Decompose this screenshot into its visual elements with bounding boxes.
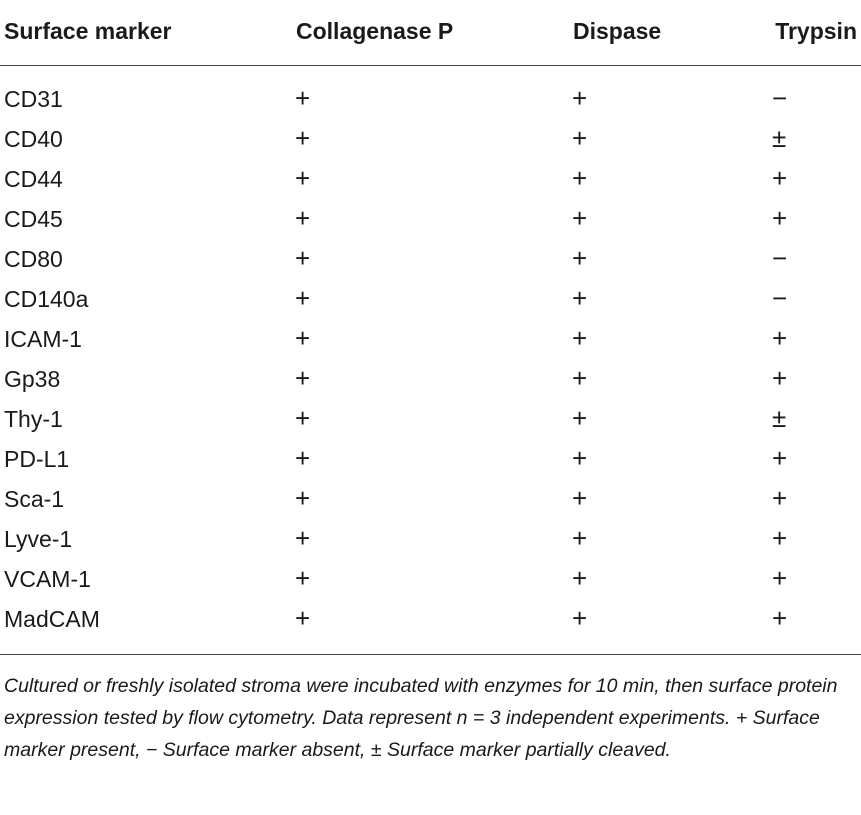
header-trypsin: Trypsin	[775, 18, 857, 44]
cell-dispase: +	[572, 563, 588, 593]
cell-trypsin: ±	[772, 403, 787, 433]
cell-marker: MadCAM	[4, 606, 100, 632]
table-row	[0, 562, 861, 602]
cell-collagenase-p: +	[295, 563, 311, 593]
cell-dispase: +	[572, 243, 588, 273]
cell-trypsin: +	[772, 363, 788, 393]
cell-marker: CD140a	[4, 286, 89, 312]
table-row	[0, 82, 861, 122]
table-body	[0, 82, 861, 642]
table-row	[0, 482, 861, 522]
table-row	[0, 402, 861, 442]
cell-marker: Sca-1	[4, 486, 65, 512]
cell-marker: Lyve-1	[4, 526, 73, 552]
cell-collagenase-p: +	[295, 203, 311, 233]
header-dispase: Dispase	[573, 18, 662, 44]
cell-trypsin: −	[772, 283, 788, 313]
cell-dispase: +	[572, 283, 588, 313]
cell-marker: CD40	[4, 126, 63, 152]
header-collagenase-p: Collagenase P	[296, 18, 454, 44]
cell-collagenase-p: +	[295, 83, 311, 113]
cell-collagenase-p: +	[295, 163, 311, 193]
cell-marker: VCAM-1	[4, 566, 91, 592]
table-row	[0, 602, 861, 642]
table-row	[0, 282, 861, 322]
cell-marker: CD44	[4, 166, 63, 192]
cell-trypsin: +	[772, 563, 788, 593]
cell-dispase: +	[572, 523, 588, 553]
cell-trypsin: +	[772, 323, 788, 353]
cell-trypsin: +	[772, 203, 788, 233]
cell-trypsin: ±	[772, 123, 787, 153]
table-row	[0, 242, 861, 282]
cell-dispase: +	[572, 123, 588, 153]
cell-collagenase-p: +	[295, 243, 311, 273]
cell-dispase: +	[572, 363, 588, 393]
cell-dispase: +	[572, 403, 588, 433]
cell-dispase: +	[572, 83, 588, 113]
cell-collagenase-p: +	[295, 603, 311, 633]
cell-collagenase-p: +	[295, 283, 311, 313]
cell-dispase: +	[572, 163, 588, 193]
cell-marker: PD-L1	[4, 446, 70, 472]
cell-marker: Thy-1	[4, 406, 63, 432]
cell-dispase: +	[572, 203, 588, 233]
cell-marker: Gp38	[4, 366, 61, 392]
cell-collagenase-p: +	[295, 443, 311, 473]
cell-collagenase-p: +	[295, 323, 311, 353]
table-row	[0, 122, 861, 162]
table-row	[0, 522, 861, 562]
table-footnote: Cultured or freshly isolated stroma were incubated with enzymes for 10 min, then surface protein expression tested by flow cytometry. Data represent n = 3 independent experiments. + Surface marker present, − Surface marker absent, ± Surface marker partially cleaved.	[4, 675, 838, 761]
table-header-row	[0, 0, 861, 64]
cell-collagenase-p: +	[295, 123, 311, 153]
cell-dispase: +	[572, 603, 588, 633]
table-bottom-divider	[0, 654, 861, 655]
cell-trypsin: +	[772, 523, 788, 553]
header-divider	[0, 65, 861, 66]
cell-dispase: +	[572, 323, 588, 353]
cell-trypsin: +	[772, 443, 788, 473]
cell-trypsin: −	[772, 83, 788, 113]
cell-collagenase-p: +	[295, 483, 311, 513]
cell-marker: CD80	[4, 246, 63, 272]
table-row	[0, 322, 861, 362]
table-row	[0, 442, 861, 482]
cell-trypsin: +	[772, 603, 788, 633]
header-surface-marker: Surface marker	[4, 18, 172, 44]
cell-marker: ICAM-1	[4, 326, 82, 352]
cell-marker: CD45	[4, 206, 63, 232]
table-row	[0, 362, 861, 402]
cell-collagenase-p: +	[295, 403, 311, 433]
cell-trypsin: +	[772, 163, 788, 193]
cell-trypsin: +	[772, 483, 788, 513]
cell-collagenase-p: +	[295, 523, 311, 553]
cell-collagenase-p: +	[295, 363, 311, 393]
cell-trypsin: −	[772, 243, 788, 273]
table-row	[0, 162, 861, 202]
table-row	[0, 202, 861, 242]
cell-dispase: +	[572, 483, 588, 513]
cell-dispase: +	[572, 443, 588, 473]
cell-marker: CD31	[4, 86, 63, 112]
